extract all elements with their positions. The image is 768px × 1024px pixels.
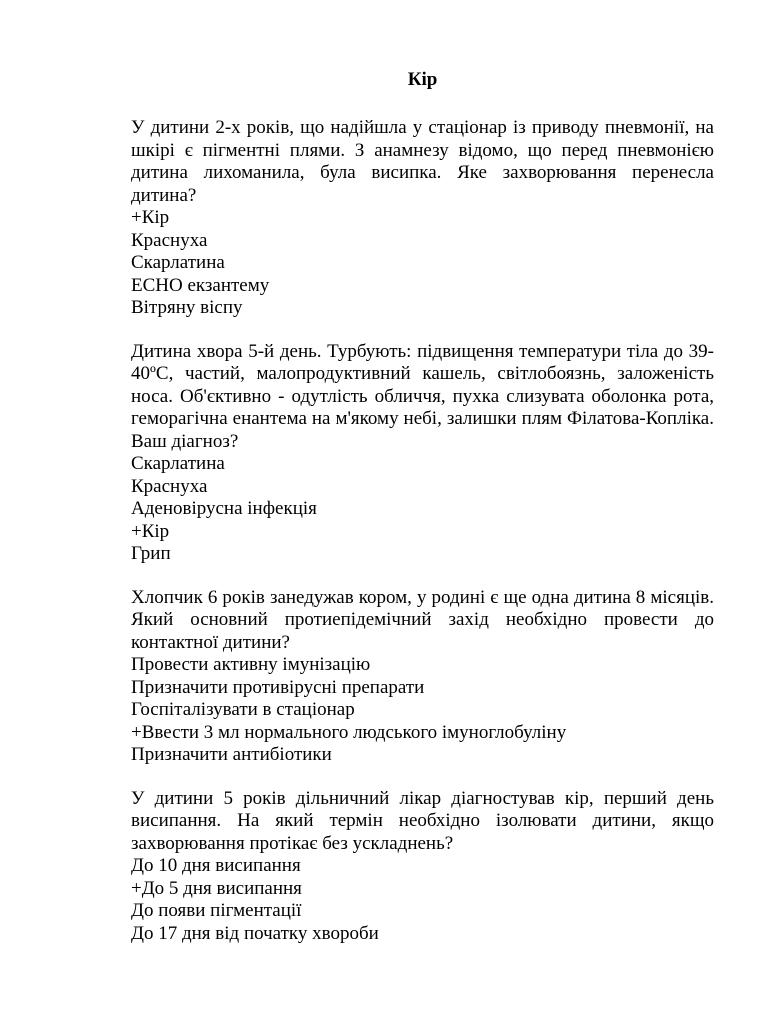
answer-option: Скарлатина — [131, 252, 225, 273]
answer-option: Госпіталізувати в стаціонар — [131, 699, 355, 720]
answer-option: Аденовірусна інфекція — [131, 498, 317, 519]
answer-option: +До 5 дня висипання — [131, 877, 302, 899]
answer-option: До 10 дня висипання — [131, 855, 301, 876]
question-1 — [131, 117, 714, 320]
answer-options — [131, 654, 714, 767]
question-4 — [131, 788, 714, 946]
answer-option: Призначити противірусні препарати — [131, 676, 425, 698]
answer-option: +Ввести 3 мл нормального людського імуноглобуліну — [131, 721, 567, 743]
answer-options — [131, 855, 714, 945]
answer-option: Провести активну імунізацію — [131, 654, 371, 675]
answer-option: ЕСНО екзантему — [131, 274, 270, 296]
question-2 — [131, 341, 714, 566]
answer-option: Скарлатина — [131, 453, 225, 474]
question-3 — [131, 587, 714, 767]
answer-option: Призначити антибіотики — [131, 744, 332, 765]
document-title: Кір — [407, 69, 438, 90]
answer-options — [131, 453, 714, 566]
answer-option: Вітряну віспу — [131, 297, 243, 318]
answer-option: Краснуха — [131, 229, 208, 251]
answer-option: До появи пігментації — [131, 900, 302, 921]
answer-option: +Кір — [131, 520, 170, 542]
question-text: У дитини 5 років дільничний лікар діагностував кір, перший день висипання. На який термін необхідно ізолювати дитини, якщо захворювання протікає без ускладнень? — [131, 787, 714, 854]
answer-options — [131, 207, 714, 320]
answer-option: Грип — [131, 543, 171, 564]
answer-option: До 17 дня від початку хвороби — [131, 922, 379, 944]
question-text: У дитини 2-х років, що надійшла у стаціонар із приводу пневмонії, на шкірі є пігментні плями. З анамнезу відомо, що перед пневмонією дитина лихоманила, була висипка. Яке захворювання перенесла дитина? — [131, 117, 714, 206]
answer-option: Краснуха — [131, 475, 208, 497]
question-text: Дитина хвора 5-й день. Турбують: підвищення температури тіла до 39-40ºС, частий, малопродуктивний кашель, світлобоязнь, заложеність носа. Об'єктивно - одутлість обличчя, пухка слизувата оболонка рота, геморагічна енантема на м'якому небі, залишки плям Філатова-Копліка. Ваш діагноз? — [131, 340, 714, 452]
answer-option: +Кір — [131, 207, 170, 228]
question-text: Хлопчик 6 років занедужав кором, у родині є ще одна дитина 8 місяців. Який основний протиепідемічний захід необхідно провести до контактної дитини? — [131, 586, 714, 653]
